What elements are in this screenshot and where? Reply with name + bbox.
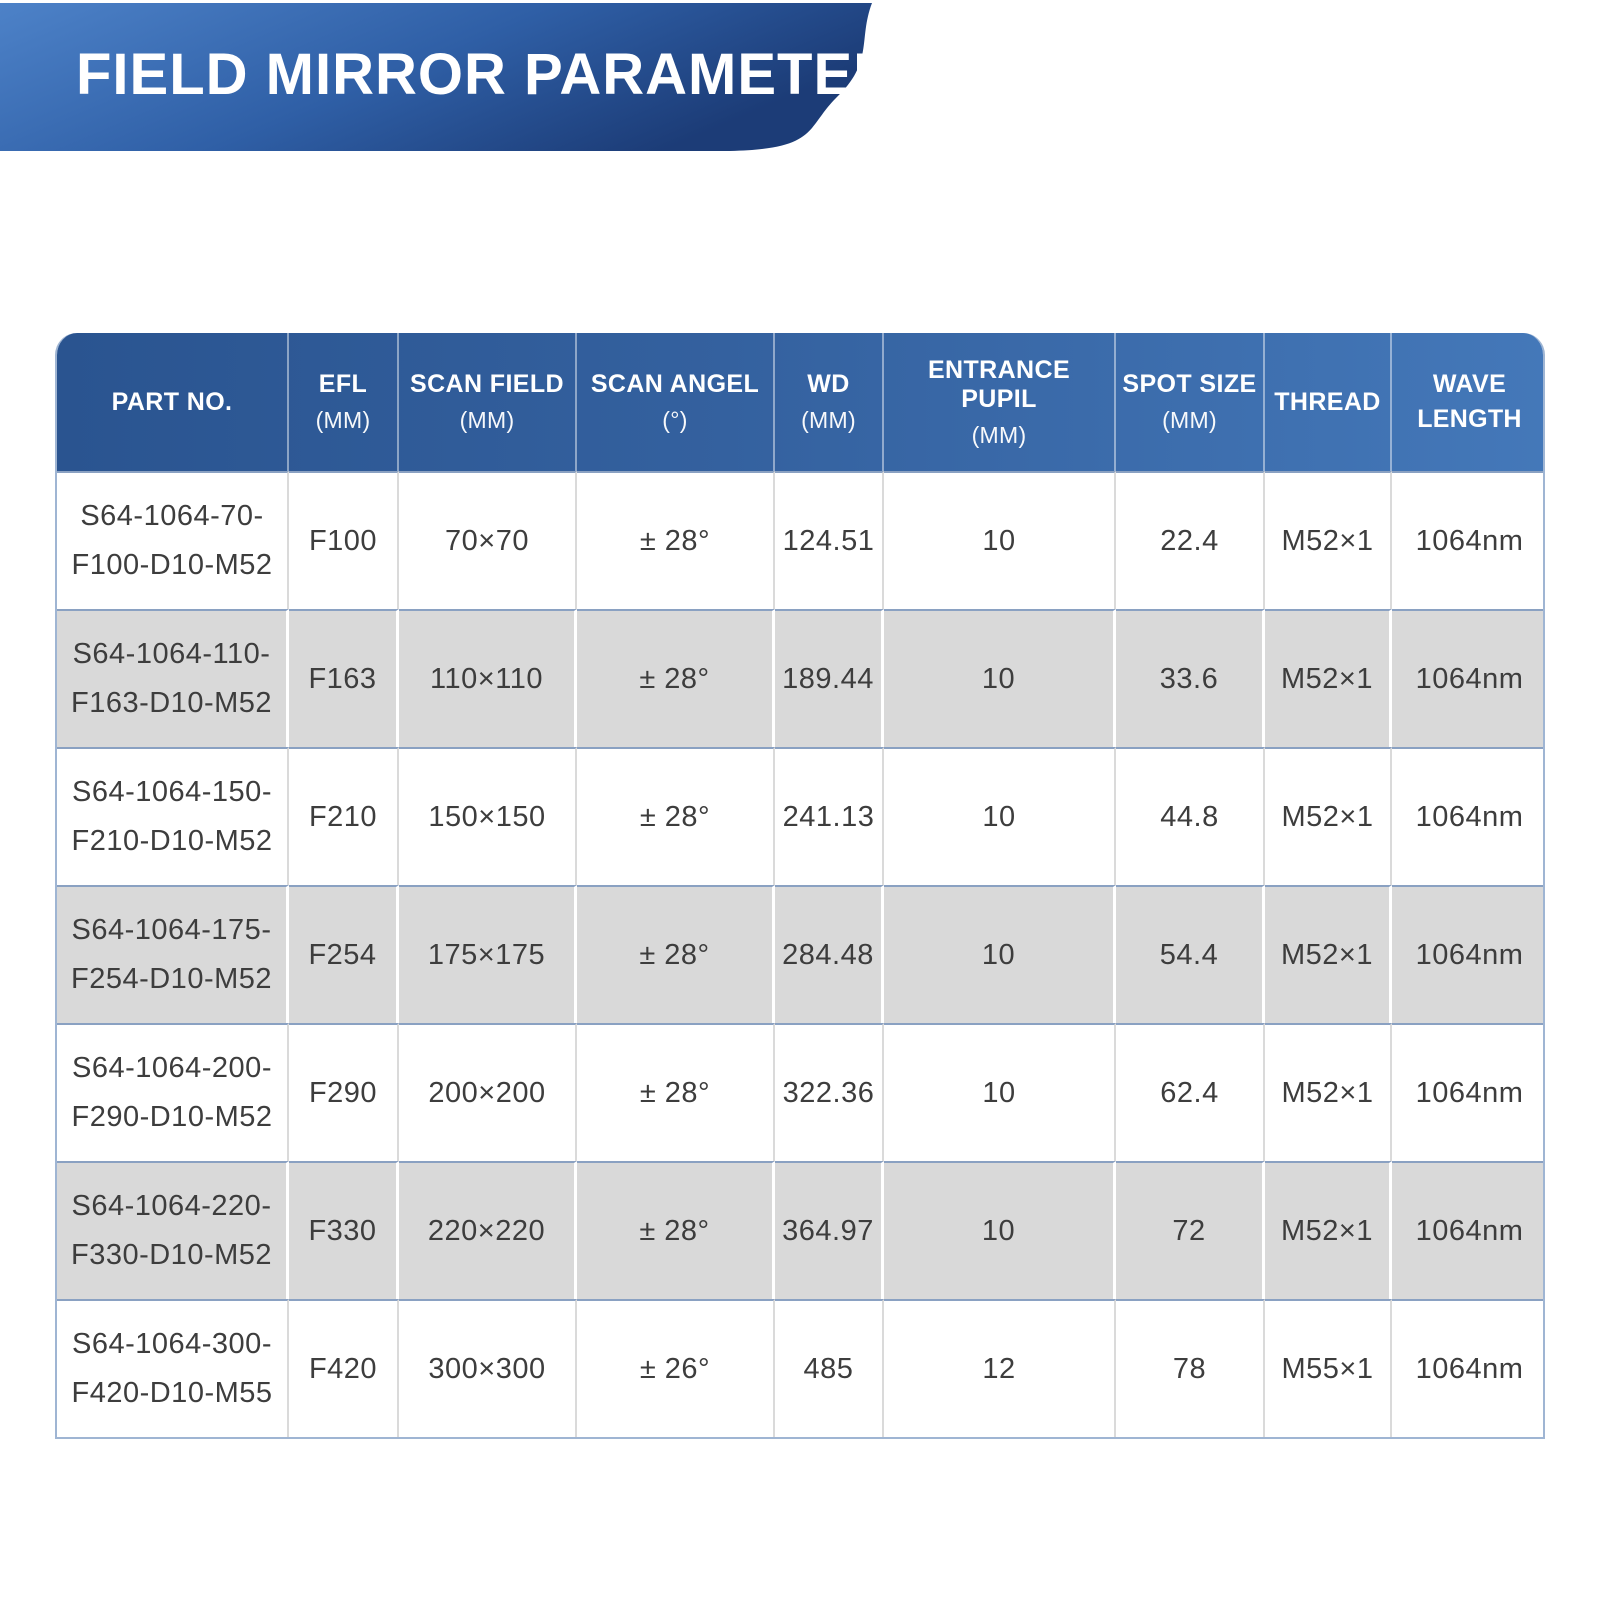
- efl-cell: F420: [289, 1299, 399, 1437]
- entrance-pupil-cell: 10: [884, 1023, 1116, 1161]
- thread-cell: M55×1: [1265, 1299, 1392, 1437]
- wave-length-cell: 1064nm: [1392, 609, 1545, 747]
- parameters-table-wrap: [55, 333, 1545, 1439]
- thread-cell: M52×1: [1265, 885, 1392, 1023]
- wave-length-cell: 1064nm: [1392, 1023, 1545, 1161]
- wd-cell: 322.36: [775, 1023, 884, 1161]
- wd-cell: 364.97: [775, 1161, 884, 1299]
- part-no-line1: S64-1064-220-: [71, 1190, 272, 1222]
- part-no-line2: F210-D10-M52: [71, 825, 273, 857]
- col-header-wd: [775, 333, 884, 471]
- scan-field-cell: 175×175: [399, 885, 577, 1023]
- scan-angle-cell: ± 28°: [577, 471, 775, 609]
- spot-size-cell: 33.6: [1116, 609, 1265, 747]
- scan-field-cell: 70×70: [399, 471, 577, 609]
- wd-cell: 124.51: [775, 471, 884, 609]
- col-header-part-no: [57, 333, 289, 471]
- table-row: [57, 1299, 1545, 1437]
- part-no-line2: F420-D10-M55: [71, 1377, 273, 1409]
- scan-angle-cell: ± 28°: [577, 747, 775, 885]
- col-header-label: WAVE: [1432, 370, 1507, 398]
- col-header-sub: (MM): [1162, 407, 1217, 433]
- col-header-sub: (MM): [971, 421, 1027, 448]
- wd-cell: 189.44: [775, 609, 884, 747]
- part-no-cell: [57, 609, 289, 747]
- part-no-line2: F330-D10-M52: [70, 1239, 273, 1271]
- part-no-line1: S64-1064-200-: [72, 1052, 272, 1084]
- efl-cell: F290: [289, 1023, 399, 1161]
- efl-cell: F254: [289, 885, 399, 1023]
- col-header-spot-size: [1116, 333, 1265, 471]
- wd-cell: 284.48: [775, 885, 884, 1023]
- scan-angle-cell: ± 28°: [577, 1161, 775, 1299]
- scan-angle-cell: ± 28°: [577, 1023, 775, 1161]
- col-header-entrance-pupil: [884, 333, 1116, 471]
- col-header-sub: (MM): [459, 407, 515, 433]
- col-header-label: SCAN FIELD: [410, 370, 564, 398]
- col-header-label: THREAD: [1274, 387, 1381, 416]
- wave-length-cell: 1064nm: [1392, 1161, 1545, 1299]
- part-no-cell: [57, 1023, 289, 1161]
- title-banner: [0, 0, 1600, 160]
- col-header-sub: (MM): [801, 407, 856, 433]
- col-header-sub: (MM): [315, 407, 371, 433]
- part-no-line1: S64-1064-70-: [80, 500, 264, 532]
- part-no-line2: F254-D10-M52: [70, 963, 273, 995]
- part-no-line1: S64-1064-110-: [72, 638, 271, 670]
- table-row: [57, 471, 1545, 609]
- col-header-wave-length: [1392, 333, 1545, 471]
- col-header-label: SPOT SIZE: [1122, 370, 1257, 398]
- part-no-line2: F100-D10-M52: [71, 549, 273, 581]
- header-row: [57, 333, 1545, 471]
- col-header-label: ENTRANCE PUPIL: [927, 355, 1071, 413]
- part-no-line2: F290-D10-M52: [71, 1101, 273, 1133]
- wave-length-cell: 1064nm: [1392, 1299, 1545, 1437]
- part-no-line1: S64-1064-150-: [72, 776, 272, 808]
- entrance-pupil-cell: 12: [884, 1299, 1116, 1437]
- entrance-pupil-cell: 10: [884, 609, 1116, 747]
- spot-size-cell: 72: [1116, 1161, 1265, 1299]
- part-no-cell: [57, 1161, 289, 1299]
- parameters-table: [57, 333, 1545, 1437]
- col-header-label: PART NO.: [111, 387, 233, 416]
- efl-cell: F100: [289, 471, 399, 609]
- wave-length-cell: 1064nm: [1392, 885, 1545, 1023]
- col-header-efl: [289, 333, 399, 471]
- part-no-line1: S64-1064-175-: [71, 914, 272, 946]
- thread-cell: M52×1: [1265, 1161, 1392, 1299]
- efl-cell: F210: [289, 747, 399, 885]
- col-header-label: WD: [807, 370, 850, 398]
- part-no-cell: [57, 471, 289, 609]
- wave-length-cell: 1064nm: [1392, 471, 1545, 609]
- entrance-pupil-cell: 10: [884, 1161, 1116, 1299]
- entrance-pupil-cell: 10: [884, 471, 1116, 609]
- spot-size-cell: 22.4: [1116, 471, 1265, 609]
- thread-cell: M52×1: [1265, 747, 1392, 885]
- spot-size-cell: 62.4: [1116, 1023, 1265, 1161]
- thread-cell: M52×1: [1265, 1023, 1392, 1161]
- scan-field-cell: 110×110: [399, 609, 577, 747]
- scan-field-cell: 220×220: [399, 1161, 577, 1299]
- scan-field-cell: 200×200: [399, 1023, 577, 1161]
- table-row: [57, 747, 1545, 885]
- spot-size-cell: 44.8: [1116, 747, 1265, 885]
- scan-field-cell: 150×150: [399, 747, 577, 885]
- page-title: FIELD MIRROR PARAMETERS: [76, 42, 936, 107]
- table-row: [57, 1023, 1545, 1161]
- table-row: [57, 1161, 1545, 1299]
- efl-cell: F330: [289, 1161, 399, 1299]
- col-header-label: EFL: [318, 370, 368, 398]
- col-header-scan-angle: [577, 333, 775, 471]
- entrance-pupil-cell: 10: [884, 885, 1116, 1023]
- thread-cell: M52×1: [1265, 471, 1392, 609]
- part-no-line2: F163-D10-M52: [70, 687, 273, 719]
- col-header-thread: [1265, 333, 1392, 471]
- col-header-sub: (°): [662, 407, 688, 433]
- table-row: [57, 609, 1545, 747]
- scan-angle-cell: ± 28°: [577, 885, 775, 1023]
- wave-length-cell: 1064nm: [1392, 747, 1545, 885]
- table-row: [57, 885, 1545, 1023]
- spot-size-cell: 54.4: [1116, 885, 1265, 1023]
- col-header-label: SCAN ANGEL: [590, 370, 760, 398]
- efl-cell: F163: [289, 609, 399, 747]
- part-no-cell: [57, 1299, 289, 1437]
- scan-angle-cell: ± 26°: [577, 1299, 775, 1437]
- thread-cell: M52×1: [1265, 609, 1392, 747]
- col-header-scan-field: [399, 333, 577, 471]
- wd-cell: 485: [775, 1299, 884, 1437]
- spot-size-cell: 78: [1116, 1299, 1265, 1437]
- wd-cell: 241.13: [775, 747, 884, 885]
- part-no-cell: [57, 747, 289, 885]
- part-no-line1: S64-1064-300-: [72, 1328, 272, 1360]
- col-header-sub: LENGTH: [1417, 405, 1522, 433]
- entrance-pupil-cell: 10: [884, 747, 1116, 885]
- scan-angle-cell: ± 28°: [577, 609, 775, 747]
- part-no-cell: [57, 885, 289, 1023]
- scan-field-cell: 300×300: [399, 1299, 577, 1437]
